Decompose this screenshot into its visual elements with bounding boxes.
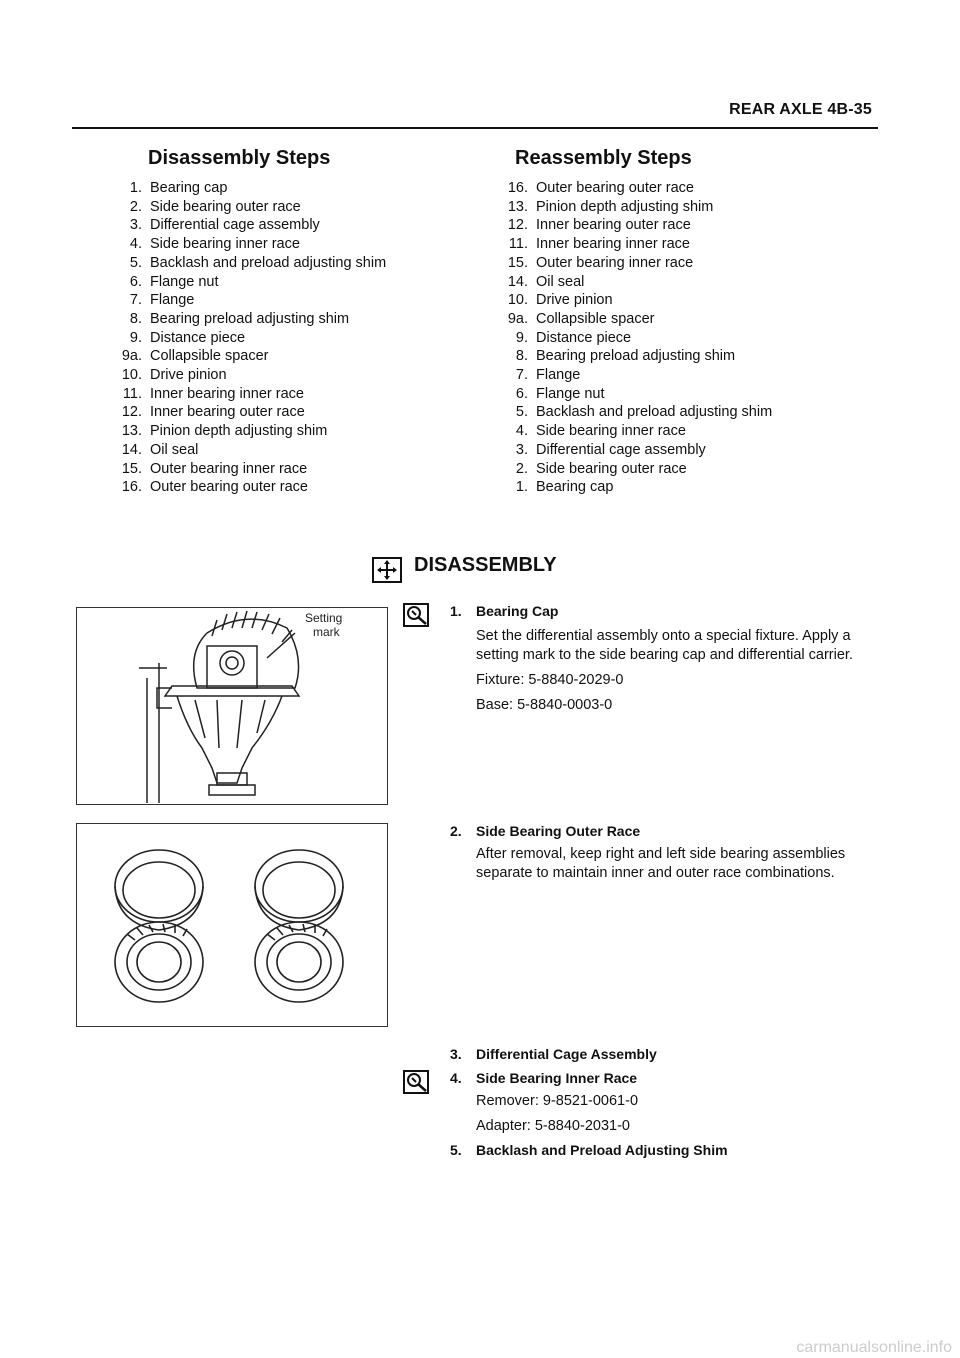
base-part-number: Base: 5-8840-0003-0: [476, 697, 613, 713]
list-item: [506, 216, 772, 235]
list-item: [506, 198, 772, 217]
steps-3-to-5: [450, 1046, 890, 1158]
section-title: DISASSEMBLY: [414, 554, 557, 576]
step-heading: [450, 823, 890, 839]
fixture-part-number: Fixture: 5-8840-2029-0: [476, 672, 624, 688]
list-item: [120, 198, 386, 217]
step-title: Differential Cage Assembly: [476, 1046, 657, 1062]
step-number: 9.: [129, 329, 142, 346]
callout-setting: Setting: [305, 611, 343, 625]
step-label: Pinion depth adjusting shim: [536, 198, 714, 215]
step-paragraph: After removal, keep right and left side bearing assemblies separate to maintain inner and outer race combinations.: [476, 846, 846, 881]
step-title: Side Bearing Outer Race: [476, 823, 641, 839]
step-number: 13.: [507, 198, 528, 215]
step-label: Backlash and preload adjusting shim: [150, 254, 387, 271]
figure-differential-setting-mark: [76, 607, 388, 805]
step-number: 15.: [507, 254, 528, 271]
disassembly-steps-title: Disassembly Steps: [148, 147, 331, 169]
step-paragraph: Set the differential assembly onto a special fixture. Apply a setting mark to the side bearing cap and differential carrier.: [476, 628, 853, 663]
step-title: Backlash and Preload Adjusting Shim: [476, 1142, 728, 1158]
list-item: [120, 179, 386, 198]
step-number: 10.: [507, 292, 528, 309]
step-label: Backlash and preload adjusting shim: [536, 404, 773, 421]
list-item: [120, 347, 386, 366]
step-label: Side bearing inner race: [150, 236, 300, 253]
list-item: [506, 347, 772, 366]
step-number: 13.: [121, 423, 142, 440]
step-number: 3.: [450, 1046, 462, 1062]
list-item: [120, 460, 386, 479]
step-number: 1.: [515, 479, 528, 496]
step-label: Differential cage assembly: [536, 441, 706, 458]
step-number: 1.: [129, 180, 142, 196]
step-number: 12.: [121, 404, 142, 421]
step-title: Side Bearing Inner Race: [476, 1070, 638, 1086]
step-number: 10.: [121, 367, 142, 384]
step-label: Outer bearing outer race: [150, 479, 308, 496]
list-item: [120, 441, 386, 460]
step-label: Outer bearing inner race: [536, 254, 694, 271]
step-label: Side bearing outer race: [150, 198, 301, 215]
step-label: Flange nut: [536, 385, 605, 402]
step-bearing-cap: [450, 603, 890, 721]
step-label: Bearing cap: [150, 180, 228, 196]
step-number: 2.: [129, 198, 142, 215]
step-heading: [450, 1046, 890, 1062]
step-label: Flange nut: [150, 273, 219, 290]
list-item: [120, 478, 386, 497]
step-label: Oil seal: [536, 273, 585, 290]
step-side-bearing-outer-race: [450, 823, 890, 889]
step-number: 6.: [515, 385, 528, 402]
step-label: Outer bearing outer race: [536, 180, 694, 196]
step-number: 3.: [129, 217, 142, 234]
step-label: Drive pinion: [536, 292, 613, 309]
list-item: [506, 441, 772, 460]
step-label: Bearing preload adjusting shim: [150, 310, 350, 327]
list-item: [506, 422, 772, 441]
step-label: Bearing preload adjusting shim: [536, 348, 736, 365]
list-item: [506, 329, 772, 348]
differential-illustration: [77, 608, 387, 804]
step-number: 9a.: [121, 348, 142, 365]
watermark: carmanualsonline.info: [796, 1339, 952, 1356]
step-number: 16.: [507, 180, 528, 196]
figure-side-bearings: [76, 823, 388, 1027]
step-label: Oil seal: [150, 441, 199, 458]
step-heading: [450, 603, 890, 619]
step-number: 7.: [129, 292, 142, 309]
step-label: Pinion depth adjusting shim: [150, 423, 328, 440]
list-item: [120, 366, 386, 385]
reassembly-steps-list: [506, 179, 772, 497]
step-label: Inner bearing inner race: [150, 385, 304, 402]
step-number: 4.: [515, 423, 528, 440]
special-tool-icon: [403, 603, 429, 632]
bearings-illustration: [77, 824, 387, 1026]
adapter-part-number: Adapter: 5-8840-2031-0: [476, 1118, 630, 1134]
list-item: [506, 310, 772, 329]
list-item: [506, 403, 772, 422]
step-label: Outer bearing inner race: [150, 460, 308, 477]
disassembly-steps-list: [120, 179, 386, 497]
list-item: [506, 478, 772, 497]
step-number: 16.: [121, 479, 142, 496]
step-body: [476, 845, 890, 883]
page-header-title: REAR AXLE 4B-35: [729, 101, 872, 118]
step-number: 12.: [507, 217, 528, 234]
callout-mark: mark: [313, 625, 340, 639]
list-item: [506, 254, 772, 273]
list-item: [120, 291, 386, 310]
step-label: Flange: [536, 367, 581, 384]
list-item: [120, 403, 386, 422]
list-item: [506, 291, 772, 310]
step-number: 8.: [515, 348, 528, 365]
list-item: [120, 216, 386, 235]
list-item: [506, 460, 772, 479]
step-number: 5.: [129, 254, 142, 271]
step-label: Side bearing inner race: [536, 423, 686, 440]
list-item: [120, 385, 386, 404]
list-item: [506, 273, 772, 292]
step-number: 1.: [450, 603, 462, 619]
step-label: Inner bearing outer race: [536, 217, 691, 234]
step-label: Collapsible spacer: [536, 310, 655, 327]
list-item: [506, 366, 772, 385]
step-number: 2.: [450, 823, 462, 839]
list-item: [120, 254, 386, 273]
step-number: 5.: [515, 404, 528, 421]
step-label: Inner bearing outer race: [150, 404, 305, 421]
remover-part-number: Remover: 9-8521-0061-0: [476, 1093, 639, 1109]
step-number: 7.: [515, 367, 528, 384]
step-body: [476, 1092, 890, 1136]
header-rule: [72, 127, 878, 129]
step-label: Inner bearing inner race: [536, 236, 690, 253]
special-tool-icon: [403, 1070, 429, 1099]
step-label: Drive pinion: [150, 367, 227, 384]
step-number: 3.: [515, 441, 528, 458]
step-label: Distance piece: [150, 329, 246, 346]
step-number: 8.: [129, 310, 142, 327]
step-number: 14.: [121, 441, 142, 458]
step-number: 5.: [450, 1142, 462, 1158]
step-label: Bearing cap: [536, 479, 614, 496]
step-number: 2.: [515, 460, 528, 477]
list-item: [506, 385, 772, 404]
step-number: 9a.: [507, 310, 528, 327]
list-item: [120, 422, 386, 441]
step-heading: [450, 1142, 890, 1158]
step-body: [476, 627, 890, 715]
step-number: 11.: [508, 236, 528, 253]
step-label: Collapsible spacer: [150, 348, 269, 365]
step-number: 15.: [121, 460, 142, 477]
list-item: [120, 310, 386, 329]
step-number: 14.: [507, 273, 528, 290]
step-label: Differential cage assembly: [150, 217, 320, 234]
step-label: Distance piece: [536, 329, 632, 346]
step-label: Flange: [150, 292, 195, 309]
list-item: [120, 235, 386, 254]
step-title: Bearing Cap: [476, 603, 559, 619]
list-item: [120, 329, 386, 348]
list-item: [506, 235, 772, 254]
list-item: [120, 273, 386, 292]
step-number: 6.: [129, 273, 142, 290]
disassembly-section-icon: [372, 557, 402, 588]
step-heading: [450, 1070, 890, 1086]
step-number: 4.: [450, 1070, 462, 1086]
step-label: Side bearing outer race: [536, 460, 687, 477]
list-item: [506, 179, 772, 198]
step-number: 9.: [515, 329, 528, 346]
step-number: 4.: [129, 236, 142, 253]
reassembly-steps-title: Reassembly Steps: [515, 147, 692, 169]
step-number: 11.: [122, 385, 142, 402]
